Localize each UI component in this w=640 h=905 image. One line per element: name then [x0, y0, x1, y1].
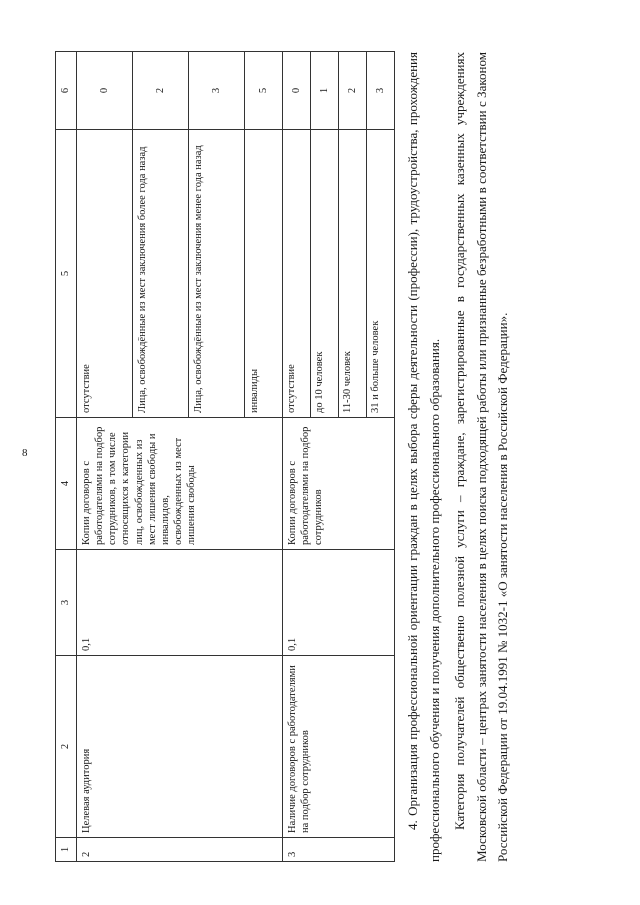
- option-score: 1: [311, 52, 339, 130]
- paragraph: Категория получателей общественно полезной услуги – граждане, зарегистрированные в государственных казенных учреждениях Московской области – центрах занятости населения в целях поиска подходящей работы или признанные безработными в соответствии с Законом Российской Федерации от 19.04.1991 № 1032-1 «О занятости населения в Российской Федерации».: [452, 52, 511, 862]
- column-number: 4: [56, 418, 77, 550]
- criteria-table: [55, 51, 395, 862]
- option-score: 0: [77, 52, 133, 130]
- row-number: 3: [283, 838, 395, 862]
- weight-cell: 0,1: [77, 550, 283, 656]
- body-text: [402, 52, 514, 862]
- column-number: 5: [56, 130, 77, 418]
- option-label: 11-30 человек: [339, 130, 367, 418]
- option-score: 5: [245, 52, 283, 130]
- page-number: 8: [22, 447, 28, 459]
- option-label: Лица, освобождённые из мест заключения менее года назад: [189, 130, 245, 418]
- rotated-page-content: [55, 52, 615, 862]
- option-score: 2: [133, 52, 189, 130]
- documents-cell: Копии договоров с работодателями на подбор сотрудников: [283, 418, 395, 550]
- criterion-cell: Наличие договоров с работодателями на подбор сотрудников: [283, 656, 395, 838]
- option-label: 31 и больше человек: [367, 130, 395, 418]
- documents-cell: Копии договоров с работодателями на подбор сотрудников, в том числе относящихся к категории лиц, освобожденных из мест лишения свободы и инвалидов, освобожденных из мест лишения свободы: [77, 418, 283, 550]
- table-row: [283, 52, 311, 862]
- option-score: 0: [283, 52, 311, 130]
- option-label: Лица, освобождённые из мест заключения более года назад: [133, 130, 189, 418]
- option-score: 3: [367, 52, 395, 130]
- table-header-row: [56, 52, 77, 862]
- weight-cell: 0,1: [283, 550, 395, 656]
- criterion-cell: Целевая аудитория: [77, 656, 283, 838]
- paragraph: 4. Организация профессиональной ориентации граждан в целях выбора сферы деятельности (профессии), трудоустройства, прохождения профессионального обучения и получения дополнительного профессионального образования.: [405, 52, 442, 862]
- table-row: [77, 52, 133, 862]
- option-label: отсутствие: [283, 130, 311, 418]
- column-number: 2: [56, 656, 77, 838]
- column-number: 1: [56, 838, 77, 862]
- column-number: 3: [56, 550, 77, 656]
- option-label: отсутствие: [77, 130, 133, 418]
- row-number: 2: [77, 838, 283, 862]
- column-number: 6: [56, 52, 77, 130]
- option-label: инвалиды: [245, 130, 283, 418]
- option-score: 3: [189, 52, 245, 130]
- option-label: до 10 человек: [311, 130, 339, 418]
- option-score: 2: [339, 52, 367, 130]
